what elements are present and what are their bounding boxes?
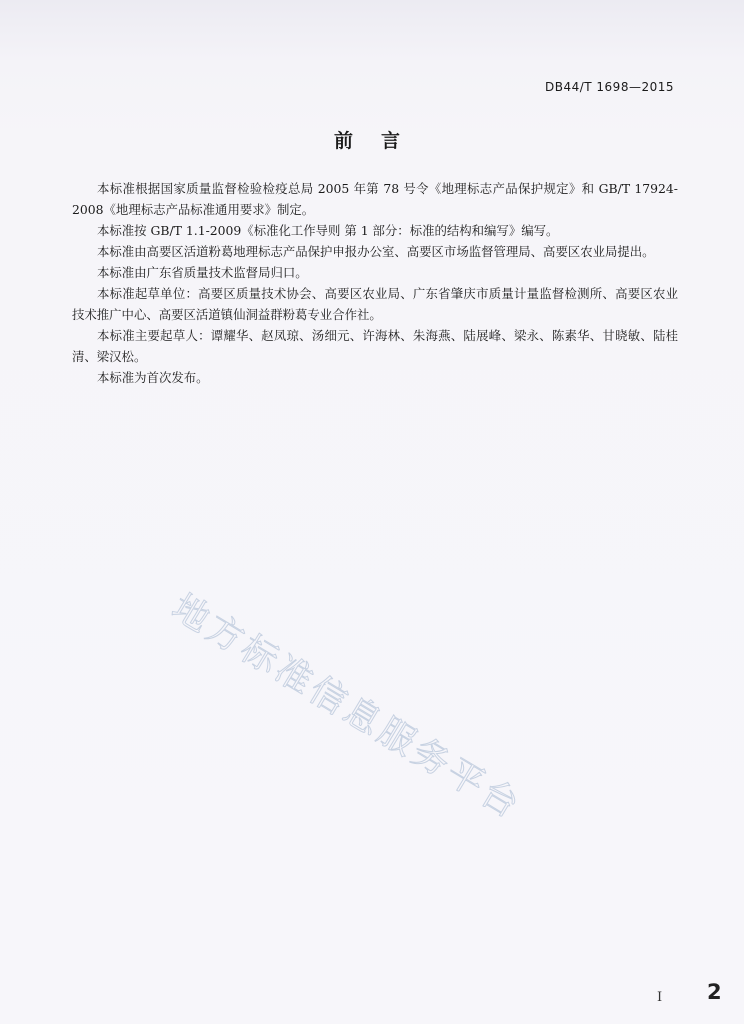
page-title: 前言 (333, 130, 428, 152)
paragraph-administrator: 本标准由广东省质量技术监督局归口。 (97, 265, 308, 280)
roman-page-number: I (657, 990, 663, 1005)
paragraph-drafting-units: 本标准起草单位：高要区质量技术协会、高要区农业局、广东省肇庆市质量计量监督检测所、高要区农业技术推广中心、高要区活道镇仙洞益群粉葛专业合作社。 (72, 286, 678, 322)
paragraph-drafting-rules: 本标准按 GB/T 1.1-2009《标准化工作导则 第 1 部分：标准的结构和编写》编写。 (97, 223, 559, 238)
paragraph-release: 本标准为首次发布。 (97, 370, 209, 385)
paragraph-proposer: 本标准由高要区活道粉葛地理标志产品保护申报办公室、高要区市场监督管理局、高要区农业局提出。 (97, 244, 655, 259)
document-code: DB44/T 1698—2015 (544, 80, 674, 94)
foreword-body (72, 178, 678, 388)
page-number: 2 (707, 980, 722, 1004)
paragraph-basis: 本标准根据国家质量监督检验检疫总局 2005 年第 78 号令《地理标志产品保护规定》和 GB/T 17924-2008《地理标志产品标准通用要求》制定。 (72, 181, 678, 217)
watermark: 地方标准信息服务平台 (164, 586, 529, 829)
paragraph-drafters: 本标准主要起草人：谭耀华、赵凤琼、汤细元、许海林、朱海燕、陆展峰、梁永、陈素华、甘晓敏、陆桂清、梁汉松。 (72, 328, 678, 364)
